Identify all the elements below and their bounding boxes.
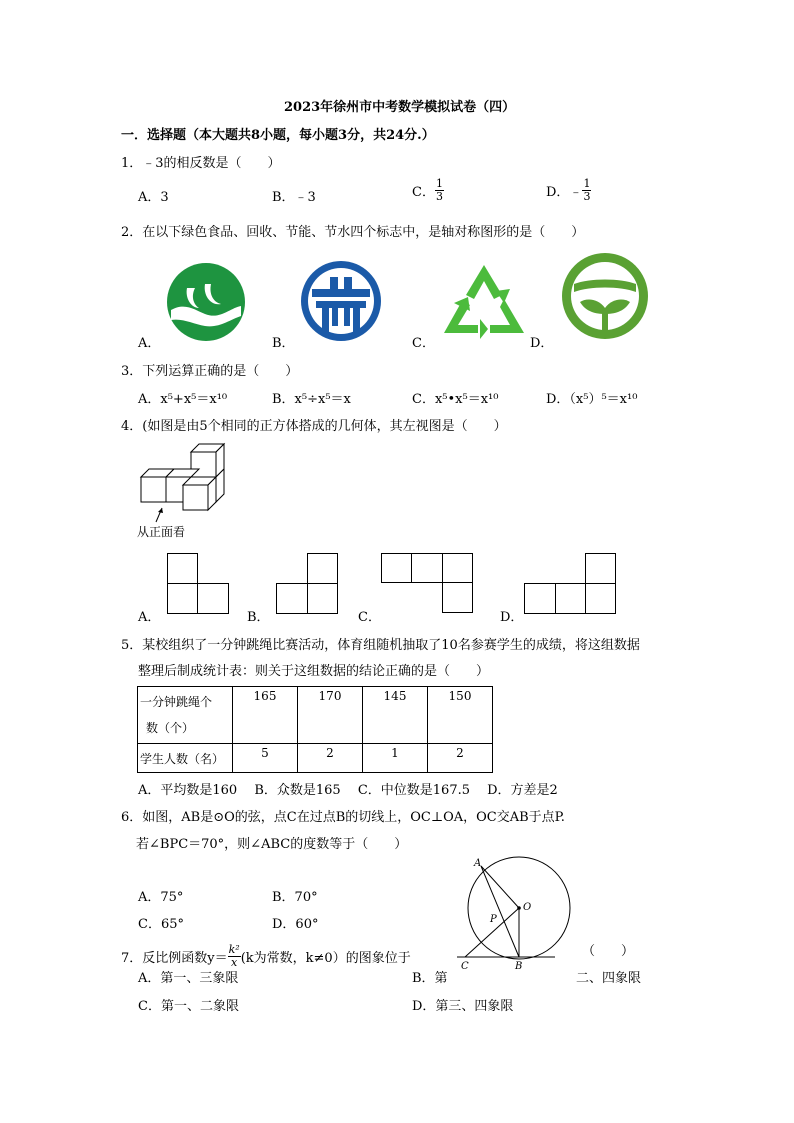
q7-stem-post: (k为常数，k≠0）的图象位于 [240, 951, 411, 966]
q7-answer-paren: （ ） [582, 944, 635, 959]
table-cell: 5 [233, 744, 298, 773]
q2-label-d: D． [530, 336, 554, 351]
q1-option-d [546, 178, 591, 203]
fraction-denominator: 3 [435, 190, 443, 203]
q2-label-c: C． [412, 336, 435, 351]
option-c-square [442, 553, 473, 583]
fraction-numerator: 1 [435, 177, 443, 190]
water-saving-logo [560, 252, 650, 340]
question-6-stem-line2: 若∠BPC＝70°，则∠ABC的度数等于（ ） [136, 837, 408, 852]
q1-option-d-prefix: D．﹣ [546, 185, 583, 200]
recycle-logo [440, 263, 528, 341]
table-cell: 150 [428, 687, 493, 744]
question-1-stem: 1．﹣3的相反数是（ ） [121, 156, 281, 171]
point-c-label: C [461, 961, 469, 972]
option-c-square [442, 582, 473, 613]
option-c-square [381, 553, 412, 583]
table-cell: 170 [298, 687, 363, 744]
q7-option-c: C．第一、二象限 [138, 999, 239, 1014]
q7-fraction [228, 944, 241, 969]
question-7-stem [121, 944, 411, 969]
fraction-numerator: k² [228, 943, 240, 956]
option-a-square [167, 583, 198, 614]
table-row [138, 687, 493, 744]
q1-option-b: B．﹣3 [272, 190, 316, 205]
q3-option-b: B．x⁵÷x⁵＝x [272, 392, 351, 407]
fraction-numerator: 1 [583, 177, 591, 190]
option-d-square [585, 583, 616, 614]
q7-stem-pre: 7．反比例函数y＝ [121, 951, 228, 966]
table-cell: 165 [233, 687, 298, 744]
table-cell: 2 [298, 744, 363, 773]
option-d-square [585, 553, 616, 584]
q5-options: A．平均数是160 B．众数是165 C．中位数是167.5 D．方差是2 [138, 783, 558, 798]
point-a-label: A [474, 858, 482, 869]
q6-option-c: C．65° [138, 917, 184, 932]
jump-rope-stats-table [137, 686, 493, 773]
q4-label-b: B． [247, 610, 270, 625]
table-header-cell: 学生人数（名） [138, 744, 233, 773]
option-b-square [307, 583, 338, 614]
point-o-label: O [523, 902, 532, 913]
header-line: 数（个） [146, 721, 195, 735]
question-5-stem-line1: 5．某校组织了一分钟跳绳比赛活动，体育组随机抽取了10名参赛学生的成绩，将这组数据 [121, 638, 640, 653]
q7-option-a: A．第一、三象限 [138, 971, 239, 986]
q1-option-a: A．3 [138, 190, 169, 205]
q4-label-d: D． [500, 610, 524, 625]
q6-option-a: A．75° [138, 890, 184, 905]
question-4-stem: 4．(如图是由5个相同的正方体搭成的几何体，其左视图是（ ） [121, 419, 507, 434]
q3-option-a: A．x⁵+x⁵＝x¹⁰ [138, 392, 228, 407]
option-a-square [197, 583, 229, 614]
option-b-square [276, 583, 308, 614]
point-p-label: P [490, 914, 497, 925]
page-title: 2023年徐州市中考数学模拟试卷（四） [284, 100, 516, 115]
green-food-logo [165, 262, 247, 342]
question-5-stem-line2: 整理后制成统计表：则关于这组数据的结论正确的是（ ） [138, 664, 490, 679]
option-d-square [524, 583, 556, 614]
q2-label-a: A． [138, 336, 161, 351]
table-cell: 1 [363, 744, 428, 773]
q7-option-b-tail: 二、四象限 [576, 971, 642, 986]
option-a-square [167, 553, 198, 584]
question-2-stem: 2．在以下绿色食品、回收、节能、节水四个标志中，是轴对称图形的是（ ） [121, 225, 585, 240]
circle-geometry-figure [455, 852, 575, 974]
q4-label-a: A． [138, 610, 161, 625]
option-d-square [555, 583, 586, 614]
fraction-denominator: 3 [583, 190, 591, 203]
table-cell: 2 [428, 744, 493, 773]
option-b-square [307, 553, 338, 584]
q3-option-d: D．（x⁵）⁵＝x¹⁰ [546, 392, 638, 407]
option-c-square [411, 553, 443, 583]
section-heading: 一．选择题（本大题共8小题，每小题3分，共24分.） [121, 128, 435, 143]
front-view-label: 从正面看 [137, 525, 186, 539]
q2-label-b: B． [272, 336, 295, 351]
table-cell: 145 [363, 687, 428, 744]
energy-saving-logo [298, 259, 384, 343]
q3-option-c: C．x⁵•x⁵＝x¹⁰ [412, 392, 499, 407]
q1-option-d-fraction [582, 178, 591, 203]
question-3-stem: 3．下列运算正确的是（ ） [121, 364, 299, 379]
q1-option-c-fraction [435, 178, 444, 203]
q6-option-b: B．70° [272, 890, 318, 905]
q1-option-c-prefix: C． [412, 185, 435, 200]
table-header-cell [138, 687, 233, 744]
header-line: 一分钟跳绳个 [140, 695, 213, 709]
point-b-label: B [515, 961, 523, 972]
question-6-stem-line1: 6．如图，AB是⊙O的弦，点C在过点B的切线上，OC⊥OA，OC交AB于点P. [121, 810, 565, 825]
q6-option-d: D．60° [272, 917, 319, 932]
table-row [138, 744, 493, 773]
q7-option-d: D．第三、四象限 [412, 999, 514, 1014]
q4-label-c: C． [358, 610, 381, 625]
q1-option-c [412, 178, 444, 203]
q7-option-b: B．第 [412, 971, 448, 986]
fraction-denominator: x [231, 956, 238, 969]
